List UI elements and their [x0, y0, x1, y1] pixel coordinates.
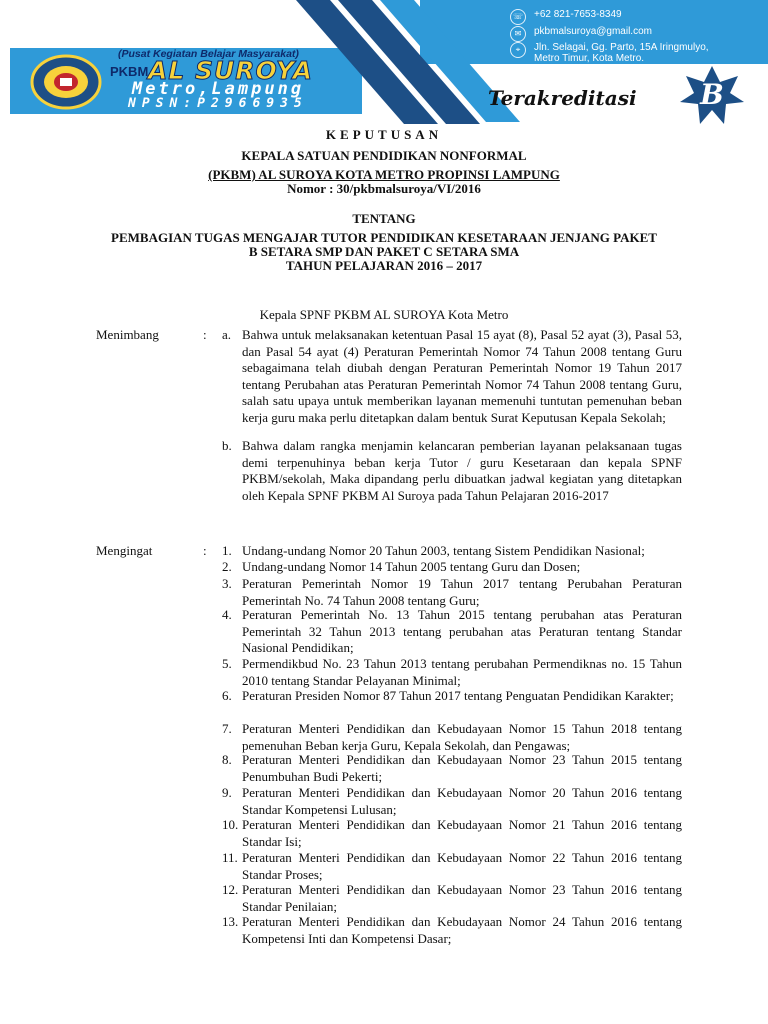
contact-address-line1: Jln. Selagai, Gg. Parto, 15A Iringmulyo,: [534, 42, 709, 53]
item-marker: 2.: [222, 559, 232, 574]
contact-email: [510, 26, 652, 42]
contact-phone: [510, 9, 622, 25]
decree-subject-line2: B SETARA SMP DAN PAKET C SETARA SMA: [248, 244, 520, 259]
item-marker: 3.: [222, 576, 232, 591]
item-text: Permendikbud No. 23 Tahun 2013 tentang perubahan Permendiknas no. 15 Tahun 2010 tentang Standar Pelayanan Minimal;: [242, 656, 682, 688]
decree-opening: Kepala SPNF PKBM AL SUROYA Kota Metro: [259, 307, 509, 322]
mengingat-item: [222, 576, 682, 609]
mengingat-item: [222, 721, 682, 754]
location-pin-icon: ⌖: [510, 42, 526, 58]
contact-email-text: pkbmalsuroya@gmail.com: [534, 26, 652, 37]
item-text: Peraturan Menteri Pendidikan dan Kebudayaan Nomor 23 Tahun 2016 tentang Standar Penilaian;: [242, 882, 682, 914]
item-text: Peraturan Menteri Pendidikan dan Kebudayaan Nomor 23 Tahun 2015 tentang Penumbuhan Budi Pekerti;: [242, 752, 682, 784]
decree-title-line2: (PKBM) AL SUROYA KOTA METRO PROPINSI LAMPUNG: [208, 167, 560, 182]
item-marker: 9.: [222, 785, 232, 800]
decree-subject-line3: TAHUN PELAJARAN 2016 – 2017: [285, 258, 483, 273]
mengingat-item: [222, 656, 682, 689]
item-text: Peraturan Menteri Pendidikan dan Kebudayaan Nomor 24 Tahun 2016 tentang Kompetensi Inti dan Kompetensi Dasar;: [242, 914, 682, 946]
item-text: Peraturan Menteri Pendidikan dan Kebudayaan Nomor 20 Tahun 2016 tentang Standar Kompetensi Lulusan;: [242, 785, 682, 817]
item-marker: a.: [222, 327, 232, 342]
item-marker: 4.: [222, 607, 232, 622]
mengingat-item: [222, 785, 682, 818]
item-marker: 6.: [222, 688, 232, 703]
org-prefix: PKBM: [110, 64, 149, 79]
org-name: AL SUROYA: [148, 56, 314, 85]
item-marker: 10.: [222, 817, 239, 832]
menimbang-label: Menimbang: [96, 327, 159, 342]
item-marker: 12.: [222, 882, 239, 897]
mengingat-label: Mengingat: [96, 543, 153, 558]
item-text: Undang-undang Nomor 14 Tahun 2005 tentang Guru dan Dosen;: [242, 559, 581, 574]
accreditation-label: Terakreditasi: [488, 86, 637, 110]
item-marker: 1.: [222, 543, 232, 558]
decree-number: Nomor : 30/pkbmalsuroya/VI/2016: [287, 181, 481, 196]
item-text: Peraturan Menteri Pendidikan dan Kebudayaan Nomor 21 Tahun 2016 tentang Standar Isi;: [242, 817, 682, 849]
org-npsn: NPSN:P2966935: [128, 96, 308, 111]
item-text: Peraturan Pemerintah Nomor 19 Tahun 2017 tentang Perubahan Peraturan Pemerintah No. 74 Tahun 2008 tentang Guru;: [242, 576, 682, 608]
item-text: Peraturan Menteri Pendidikan dan Kebudayaan Nomor 22 Tahun 2016 tentang Standar Proses;: [242, 850, 682, 882]
decree-tentang: TENTANG: [352, 211, 416, 226]
decree-heading: KEPUTUSAN: [325, 127, 443, 142]
menimbang-item: [222, 327, 682, 426]
item-marker: 11.: [222, 850, 238, 865]
contact-address: [510, 42, 709, 64]
menimbang-colon: :: [203, 327, 207, 342]
mengingat-item: [222, 752, 682, 785]
accreditation-grade: B: [700, 78, 724, 111]
item-marker: 5.: [222, 656, 232, 671]
item-marker: 7.: [222, 721, 232, 736]
email-icon: ✉: [510, 26, 526, 42]
contact-address-line2: Metro Timur, Kota Metro.: [534, 53, 645, 64]
item-text: Peraturan Pemerintah No. 13 Tahun 2015 tentang perubahan atas Peraturan Pemerintah 32 Tahun 2013 tentang perubahan atas Peraturan tentang Standar Nasional Pendidikan;: [242, 607, 682, 655]
item-text: Undang-undang Nomor 20 Tahun 2003, tentang Sistem Pendidikan Nasional;: [242, 543, 645, 558]
contact-phone-text: +62 821-7653-8349: [534, 9, 622, 20]
decree-title-line1: KEPALA SATUAN PENDIDIKAN NONFORMAL: [241, 148, 527, 163]
item-text: Peraturan Presiden Nomor 87 Tahun 2017 tentang Penguatan Pendidikan Karakter;: [242, 688, 674, 703]
item-marker: 8.: [222, 752, 232, 767]
mengingat-item: [222, 850, 682, 883]
mengingat-item: [222, 543, 682, 560]
mengingat-item: [222, 559, 682, 576]
item-text: Bahwa untuk melaksanakan ketentuan Pasal 15 ayat (8), Pasal 52 ayat (3), Pasal 53, dan Pasal 54 ayat (4) Peraturan Pemerintah Nomor 74 Tahun 2008 tentang Guru sebagaimana telah diubah dengan Peraturan Pemerintah Nomor 19 Tahun 2017 tentang Perubahan atas Peraturan Pemerintah Nomor 74 Tahun 2008 tentang Guru, salah satu upaya untuk memberikan layanan memenuhi tuntutan pemenuhan beban kerja guru maka perlu ditetapkan dalam bentuk Surat Keputusan Kepala Sekolah;: [242, 327, 682, 425]
mengingat-item: [222, 817, 682, 850]
phone-icon: ☏: [510, 9, 526, 25]
item-marker: 13.: [222, 914, 239, 929]
org-tagline: (Pusat Kegiatan Belajar Masyarakat): [118, 48, 299, 60]
item-marker: b.: [222, 438, 232, 453]
mengingat-item: [222, 914, 682, 947]
mengingat-colon: :: [203, 543, 207, 558]
mengingat-item: [222, 607, 682, 657]
item-text: Bahwa dalam rangka menjamin kelancaran pemberian layanan pelaksanaan tugas demi terpenuhinya beban kerja Tutor / guru Kesetaraan dan kepala SPNF PKBM/sekolah, Maka dipandang perlu dibuatkan jadwal kegiatan yang ditetapkan oleh Kepala SPNF PKBM Al Suroya pada Tahun Pelajaran 2016-2017: [242, 438, 682, 503]
menimbang-item: [222, 438, 682, 504]
decree-subject-line1: PEMBAGIAN TUGAS MENGAJAR TUTOR PENDIDIKAN KESETARAAN JENJANG PAKET: [111, 230, 657, 245]
mengingat-item: [222, 882, 682, 915]
mengingat-item: [222, 688, 682, 705]
item-text: Peraturan Menteri Pendidikan dan Kebudayaan Nomor 15 Tahun 2018 tentang pemenuhan Beban kerja Guru, Kepala Sekolah, dan Pengawas;: [242, 721, 682, 753]
org-city: Metro,Lampung: [132, 79, 305, 99]
institution-seal-icon: [30, 54, 102, 110]
